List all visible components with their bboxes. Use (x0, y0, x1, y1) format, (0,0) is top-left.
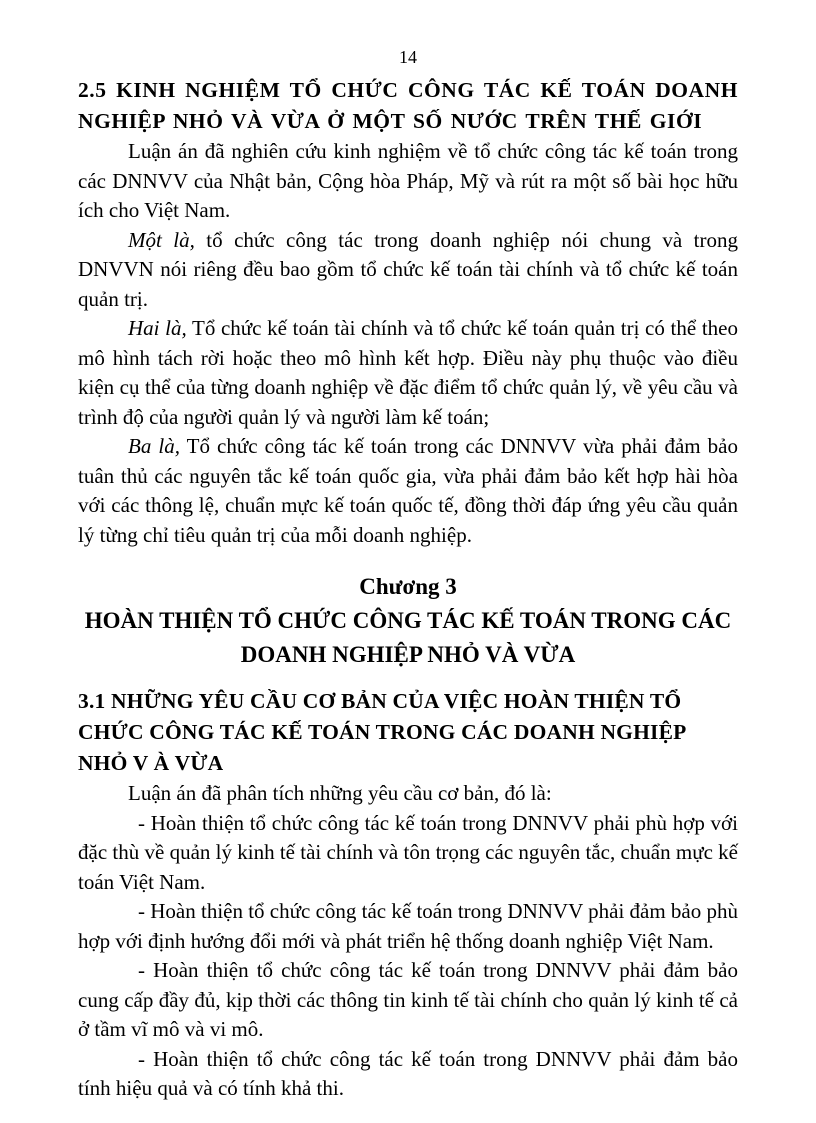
lesson-text: Tổ chức kế toán tài chính và tổ chức kế toán quản trị có thể theo mô hình tách rời hoặc theo mô hình kết hợp. Điều này phụ thuộc vào điều kiện cụ thể của từng doanh nghiệp về đặc điểm tổ chức quản lý, về yêu cầu và trình độ của người quản lý và người làm kế toán; (78, 316, 738, 429)
section-3-1-heading (78, 686, 738, 779)
lesson-paragraph (78, 226, 738, 315)
section-2-5-intro: Luận án đã nghiên cứu kinh nghiệm về tổ chức công tác kế toán trong các DNNVV của Nhật bản, Cộng hòa Pháp, Mỹ và rút ra một số bài học hữu ích cho Việt Nam. (78, 139, 738, 222)
requirement-item: - Hoàn thiện tổ chức công tác kế toán trong DNNVV phải đảm bảo phù hợp với định hướng đổi mới và phát triển hệ thống doanh nghiệp Việt Nam. (78, 899, 739, 953)
page-number: 14 (399, 47, 417, 67)
chapter-title-line: HOÀN THIỆN TỔ CHỨC CÔNG TÁC KẾ TOÁN TRONG CÁC (84, 608, 732, 633)
section-3-1-heading-line: NHỎ V À VỪA (78, 751, 224, 775)
chapter-label: Chương 3 (359, 574, 457, 599)
lesson-lead: Ba là, (128, 434, 180, 458)
requirement-item: - Hoàn thiện tổ chức công tác kế toán trong DNNVV phải đảm bảo tính hiệu quả và có tính khả thi. (78, 1046, 738, 1100)
section-3-1-heading-line: 3.1 NHỮNG YÊU CẦU CƠ BẢN CỦA VIỆC HOÀN THIỆN TỔ (78, 689, 682, 713)
lesson-text: Tổ chức công tác kế toán trong các DNNVV vừa phải đảm bảo tuân thủ các nguyên tắc kế toán quốc gia, vừa phải đảm bảo kết hợp hài hòa với các thông lệ, chuẩn mực kế toán quốc tế, đồng thời đáp ứng yêu cầu quản lý từng chỉ tiêu quản trị của mỗi doanh nghiệp. (78, 434, 738, 547)
section-3-1-heading-line: CHỨC CÔNG TÁC KẾ TOÁN TRONG CÁC DOANH NGHIỆP (78, 720, 687, 744)
section-3-1-intro: Luận án đã phân tích những yêu cầu cơ bản, đó là: (128, 781, 552, 805)
section-2-5-heading: 2.5 KINH NGHIỆM TỔ CHỨC CÔNG TÁC KẾ TOÁN DOANH NGHIỆP NHỎ VÀ VỪA Ở MỘT SỐ NƯỚC TRÊN THẾ GIỚI (78, 78, 738, 133)
lesson-text: tổ chức công tác trong doanh nghiệp nói chung và trong DNVVN nói riêng đều bao gồm tổ chức kế toán tài chính và tổ chức kế toán quản trị. (78, 227, 738, 311)
lesson-lead: Hai là, (128, 316, 187, 340)
requirement-item: - Hoàn thiện tổ chức công tác kế toán trong DNNVV phải đảm bảo cung cấp đầy đủ, kịp thời các thông tin kinh tế tài chính cho quản lý kinh tế cả ở tầm vĩ mô và vi mô. (78, 958, 738, 1041)
chapter-heading-block (78, 570, 738, 672)
document-body (78, 75, 738, 1104)
lesson-paragraph (78, 314, 738, 432)
chapter-title-line: DOANH NGHIỆP NHỎ VÀ VỪA (240, 642, 576, 667)
requirement-item: - Hoàn thiện tổ chức công tác kế toán trong DNNVV phải phù hợp với đặc thù về quản lý kinh tế tài chính và tôn trọng các nguyên tắc, chuẩn mực kế toán Việt Nam. (78, 810, 738, 894)
lesson-paragraph (78, 432, 738, 550)
lesson-lead: Một là, (128, 227, 195, 252)
